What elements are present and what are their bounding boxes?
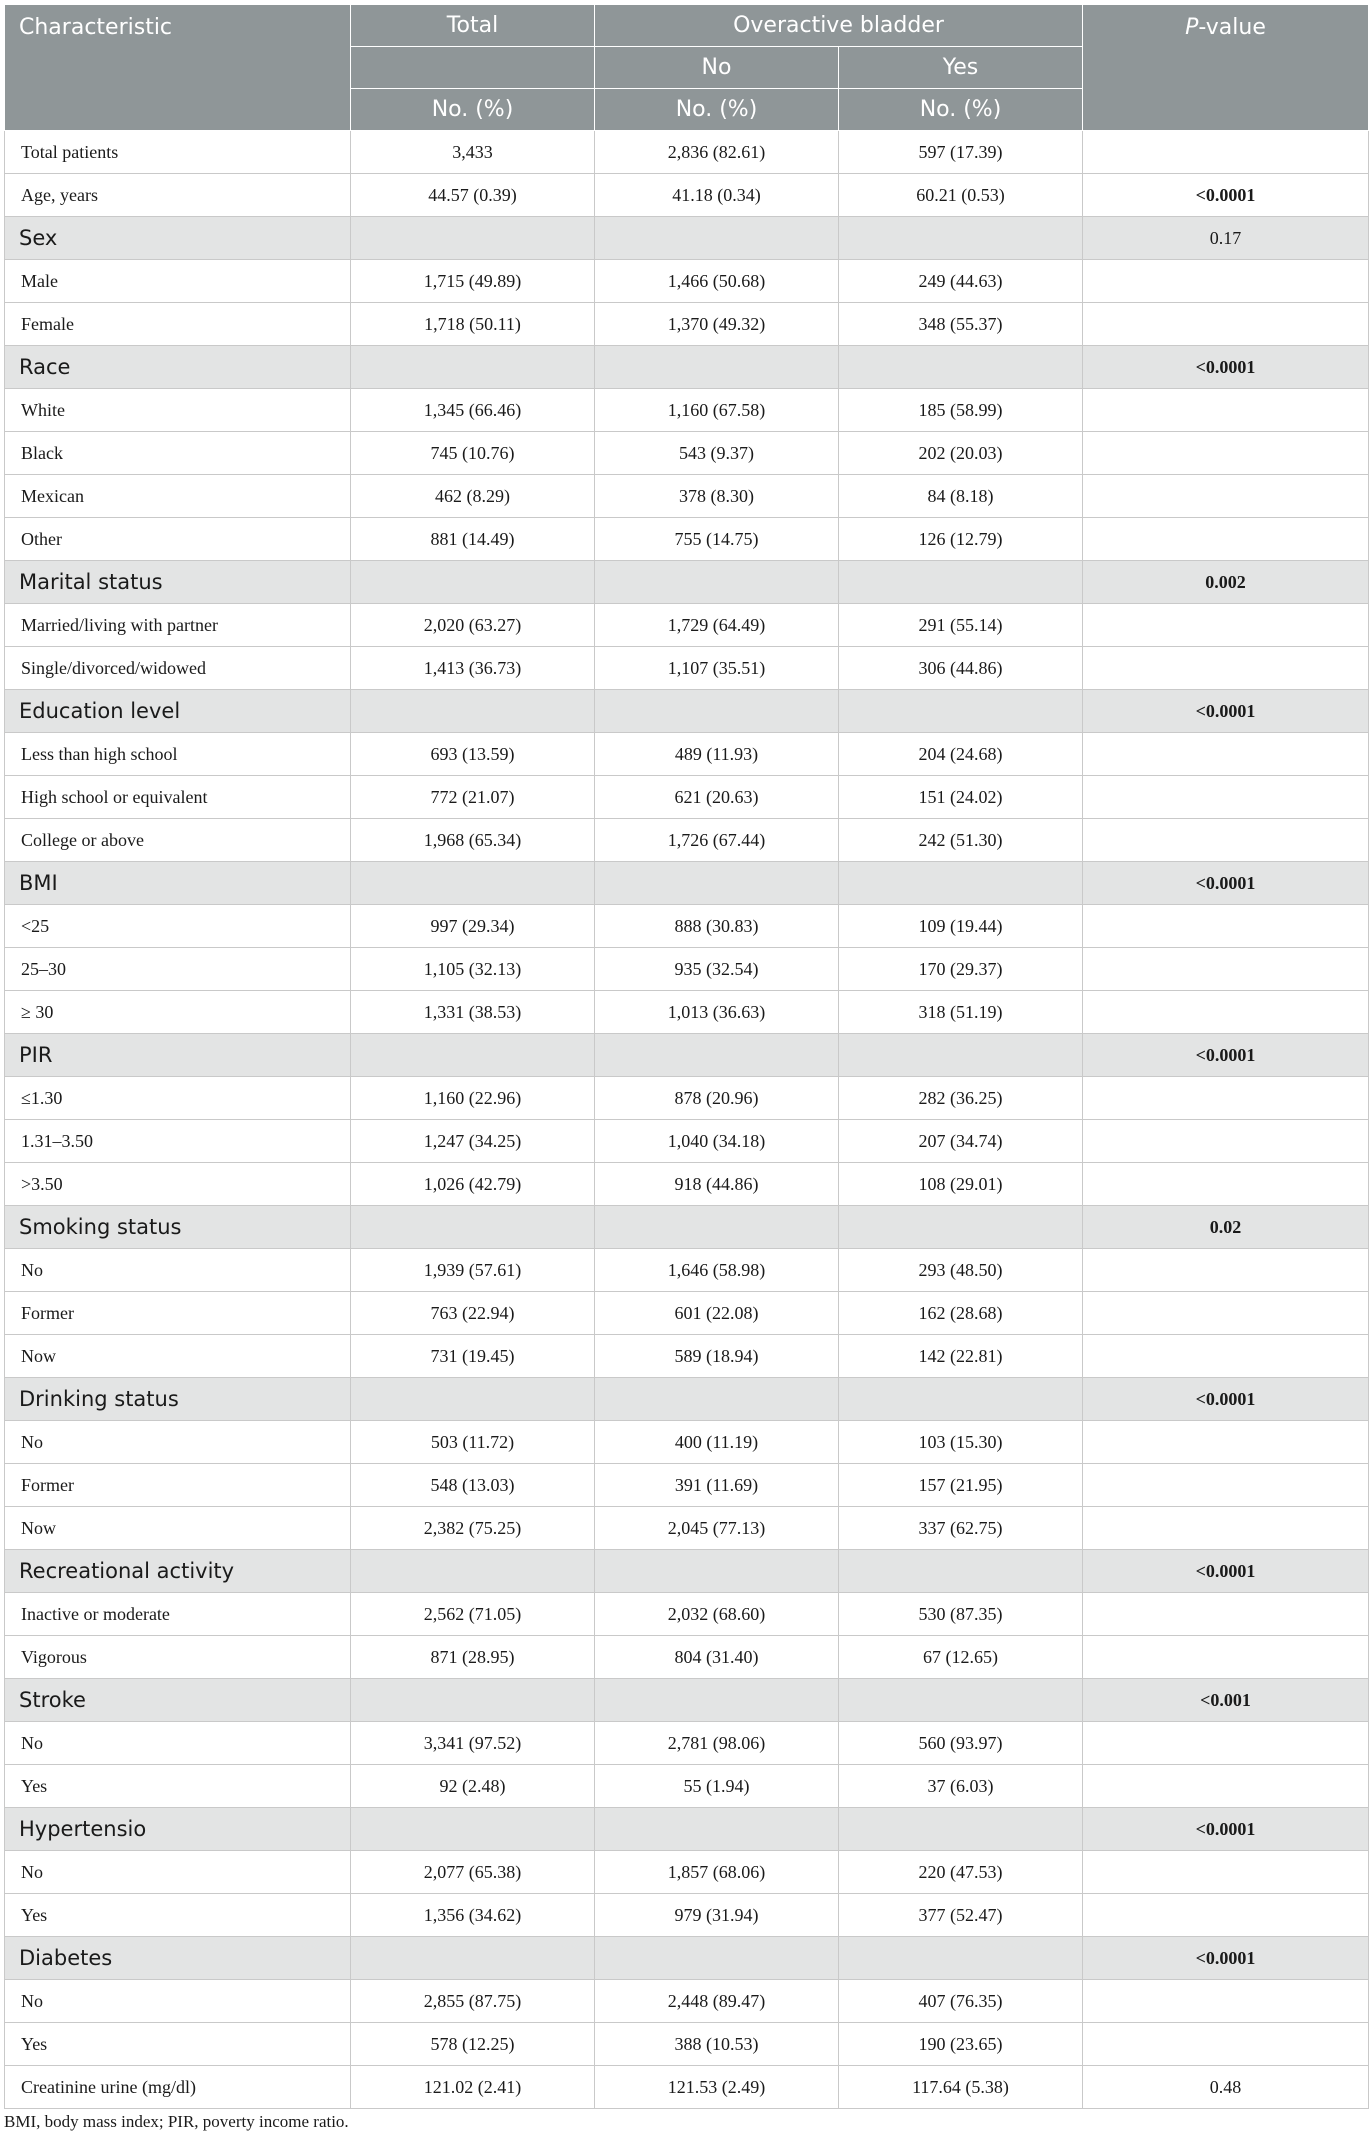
cell-p-value: <0.001 xyxy=(1083,1679,1369,1722)
cell-no: 2,836 (82.61) xyxy=(595,131,839,174)
cell-total: 44.57 (0.39) xyxy=(351,174,595,217)
cell-no: 1,646 (58.98) xyxy=(595,1249,839,1292)
cell-total: 3,341 (97.52) xyxy=(351,1722,595,1765)
cell-no: 2,448 (89.47) xyxy=(595,1980,839,2023)
cell-yes xyxy=(839,862,1083,905)
row-label: Mexican xyxy=(5,475,351,518)
header-overactive-bladder: Overactive bladder xyxy=(595,5,1083,47)
cell-p-value xyxy=(1083,131,1369,174)
cell-total: 462 (8.29) xyxy=(351,475,595,518)
cell-yes: 291 (55.14) xyxy=(839,604,1083,647)
cell-no: 1,466 (50.68) xyxy=(595,260,839,303)
cell-total: 1,968 (65.34) xyxy=(351,819,595,862)
cell-total: 1,718 (50.11) xyxy=(351,303,595,346)
cell-p-value xyxy=(1083,1120,1369,1163)
section-row xyxy=(5,346,1369,389)
cell-yes: 103 (15.30) xyxy=(839,1421,1083,1464)
cell-p-value xyxy=(1083,518,1369,561)
table-row xyxy=(5,604,1369,647)
cell-p-value: <0.0001 xyxy=(1083,690,1369,733)
cell-total xyxy=(351,1550,595,1593)
cell-yes: 170 (29.37) xyxy=(839,948,1083,991)
table-row xyxy=(5,432,1369,475)
cell-p-value: <0.0001 xyxy=(1083,174,1369,217)
table-row xyxy=(5,1851,1369,1894)
cell-p-value xyxy=(1083,1851,1369,1894)
cell-p-value xyxy=(1083,389,1369,432)
cell-no: 1,160 (67.58) xyxy=(595,389,839,432)
cell-yes: 204 (24.68) xyxy=(839,733,1083,776)
cell-no: 543 (9.37) xyxy=(595,432,839,475)
row-label: Total patients xyxy=(5,131,351,174)
cell-total: 1,413 (36.73) xyxy=(351,647,595,690)
table-row xyxy=(5,948,1369,991)
table-row xyxy=(5,1464,1369,1507)
cell-p-value: 0.02 xyxy=(1083,1206,1369,1249)
row-label: Drinking status xyxy=(5,1378,351,1421)
cell-yes: 151 (24.02) xyxy=(839,776,1083,819)
cell-p-value xyxy=(1083,1593,1369,1636)
table-row xyxy=(5,1636,1369,1679)
cell-no xyxy=(595,1034,839,1077)
row-label: No xyxy=(5,1851,351,1894)
cell-yes: 242 (51.30) xyxy=(839,819,1083,862)
cell-total xyxy=(351,217,595,260)
table-row xyxy=(5,1077,1369,1120)
row-label: Smoking status xyxy=(5,1206,351,1249)
cell-yes: 282 (36.25) xyxy=(839,1077,1083,1120)
cell-total xyxy=(351,1206,595,1249)
cell-yes: 306 (44.86) xyxy=(839,647,1083,690)
cell-p-value xyxy=(1083,819,1369,862)
cell-p-value: <0.0001 xyxy=(1083,1550,1369,1593)
cell-yes: 348 (55.37) xyxy=(839,303,1083,346)
cell-total: 1,345 (66.46) xyxy=(351,389,595,432)
row-label: No xyxy=(5,1421,351,1464)
cell-total xyxy=(351,1679,595,1722)
row-label: Married/living with partner xyxy=(5,604,351,647)
table-row xyxy=(5,991,1369,1034)
cell-no xyxy=(595,346,839,389)
row-label: College or above xyxy=(5,819,351,862)
cell-p-value xyxy=(1083,1765,1369,1808)
cell-total: 2,077 (65.38) xyxy=(351,1851,595,1894)
cell-no: 935 (32.54) xyxy=(595,948,839,991)
table-row xyxy=(5,260,1369,303)
table-row xyxy=(5,647,1369,690)
header-p-rest: -value xyxy=(1198,15,1266,40)
row-label: No xyxy=(5,1249,351,1292)
row-label: <25 xyxy=(5,905,351,948)
cell-yes xyxy=(839,561,1083,604)
cell-no: 1,729 (64.49) xyxy=(595,604,839,647)
cell-p-value xyxy=(1083,1249,1369,1292)
cell-p-value: 0.48 xyxy=(1083,2066,1369,2109)
cell-p-value xyxy=(1083,733,1369,776)
table-row xyxy=(5,776,1369,819)
cell-yes: 249 (44.63) xyxy=(839,260,1083,303)
section-row xyxy=(5,690,1369,733)
cell-no: 1,857 (68.06) xyxy=(595,1851,839,1894)
cell-p-value: 0.17 xyxy=(1083,217,1369,260)
row-label: 1.31–3.50 xyxy=(5,1120,351,1163)
cell-no xyxy=(595,862,839,905)
cell-no: 804 (31.40) xyxy=(595,1636,839,1679)
section-row xyxy=(5,1378,1369,1421)
cell-yes: 220 (47.53) xyxy=(839,1851,1083,1894)
cell-yes xyxy=(839,217,1083,260)
row-label: Yes xyxy=(5,2023,351,2066)
cell-total: 3,433 xyxy=(351,131,595,174)
table-row xyxy=(5,1120,1369,1163)
table-row xyxy=(5,1292,1369,1335)
table-body xyxy=(5,131,1369,2109)
header-p-value xyxy=(1083,5,1369,131)
cell-yes xyxy=(839,1808,1083,1851)
cell-total xyxy=(351,1808,595,1851)
characteristics-table xyxy=(4,4,1369,2109)
cell-p-value xyxy=(1083,905,1369,948)
cell-p-value xyxy=(1083,1077,1369,1120)
row-label: Yes xyxy=(5,1765,351,1808)
cell-p-value: <0.0001 xyxy=(1083,1034,1369,1077)
cell-total xyxy=(351,862,595,905)
cell-yes: 84 (8.18) xyxy=(839,475,1083,518)
cell-yes: 117.64 (5.38) xyxy=(839,2066,1083,2109)
cell-total: 2,382 (75.25) xyxy=(351,1507,595,1550)
cell-no: 589 (18.94) xyxy=(595,1335,839,1378)
table-row xyxy=(5,303,1369,346)
cell-total: 1,026 (42.79) xyxy=(351,1163,595,1206)
row-label: Marital status xyxy=(5,561,351,604)
cell-p-value xyxy=(1083,991,1369,1034)
cell-total: 731 (19.45) xyxy=(351,1335,595,1378)
cell-p-value xyxy=(1083,303,1369,346)
cell-no xyxy=(595,1206,839,1249)
row-label: PIR xyxy=(5,1034,351,1077)
cell-no: 2,781 (98.06) xyxy=(595,1722,839,1765)
cell-total: 1,715 (49.89) xyxy=(351,260,595,303)
cell-yes: 162 (28.68) xyxy=(839,1292,1083,1335)
table-row xyxy=(5,2023,1369,2066)
cell-total: 1,247 (34.25) xyxy=(351,1120,595,1163)
cell-total xyxy=(351,561,595,604)
cell-yes: 202 (20.03) xyxy=(839,432,1083,475)
row-label: Now xyxy=(5,1335,351,1378)
cell-total: 1,939 (57.61) xyxy=(351,1249,595,1292)
row-label: Sex xyxy=(5,217,351,260)
header-yes: Yes xyxy=(839,47,1083,89)
header-total: Total xyxy=(351,5,595,47)
cell-no: 1,107 (35.51) xyxy=(595,647,839,690)
table-row xyxy=(5,1335,1369,1378)
cell-p-value xyxy=(1083,1507,1369,1550)
header-unit-total: No. (%) xyxy=(351,89,595,131)
row-label: Single/divorced/widowed xyxy=(5,647,351,690)
header-characteristic: Characteristic xyxy=(5,5,351,131)
cell-p-value xyxy=(1083,1722,1369,1765)
cell-p-value xyxy=(1083,1421,1369,1464)
table-row xyxy=(5,1722,1369,1765)
row-label: BMI xyxy=(5,862,351,905)
row-label: Female xyxy=(5,303,351,346)
cell-p-value xyxy=(1083,604,1369,647)
cell-p-value xyxy=(1083,475,1369,518)
cell-no: 489 (11.93) xyxy=(595,733,839,776)
row-label: Yes xyxy=(5,1894,351,1937)
row-label: High school or equivalent xyxy=(5,776,351,819)
section-row xyxy=(5,217,1369,260)
section-row xyxy=(5,1808,1369,1851)
section-row xyxy=(5,1937,1369,1980)
row-label: Education level xyxy=(5,690,351,733)
section-row xyxy=(5,862,1369,905)
cell-total: 1,160 (22.96) xyxy=(351,1077,595,1120)
cell-total: 578 (12.25) xyxy=(351,2023,595,2066)
cell-total: 871 (28.95) xyxy=(351,1636,595,1679)
header-p-italic: P xyxy=(1185,15,1199,40)
cell-yes: 377 (52.47) xyxy=(839,1894,1083,1937)
row-label: Black xyxy=(5,432,351,475)
cell-p-value xyxy=(1083,1163,1369,1206)
cell-yes: 190 (23.65) xyxy=(839,2023,1083,2066)
row-label: Age, years xyxy=(5,174,351,217)
row-label: Inactive or moderate xyxy=(5,1593,351,1636)
table-row xyxy=(5,1980,1369,2023)
cell-p-value: <0.0001 xyxy=(1083,1937,1369,1980)
cell-yes: 109 (19.44) xyxy=(839,905,1083,948)
cell-no: 55 (1.94) xyxy=(595,1765,839,1808)
table-header xyxy=(5,5,1369,131)
row-label: ≥ 30 xyxy=(5,991,351,1034)
cell-no xyxy=(595,1378,839,1421)
table-row xyxy=(5,389,1369,432)
header-unit-no: No. (%) xyxy=(595,89,839,131)
cell-p-value: 0.002 xyxy=(1083,561,1369,604)
table-footnote: BMI, body mass index; PIR, poverty income ratio. xyxy=(4,2112,349,2131)
cell-total: 121.02 (2.41) xyxy=(351,2066,595,2109)
cell-p-value xyxy=(1083,1464,1369,1507)
cell-total: 1,105 (32.13) xyxy=(351,948,595,991)
cell-yes: 157 (21.95) xyxy=(839,1464,1083,1507)
table-row xyxy=(5,905,1369,948)
row-label: Male xyxy=(5,260,351,303)
table-row xyxy=(5,174,1369,217)
cell-no xyxy=(595,1937,839,1980)
table-row xyxy=(5,2066,1369,2109)
cell-no: 121.53 (2.49) xyxy=(595,2066,839,2109)
cell-p-value xyxy=(1083,776,1369,819)
cell-p-value xyxy=(1083,1980,1369,2023)
table-row xyxy=(5,1593,1369,1636)
row-label: Stroke xyxy=(5,1679,351,1722)
cell-yes: 337 (62.75) xyxy=(839,1507,1083,1550)
cell-yes: 185 (58.99) xyxy=(839,389,1083,432)
row-label: >3.50 xyxy=(5,1163,351,1206)
table-row xyxy=(5,1163,1369,1206)
table-row xyxy=(5,475,1369,518)
cell-p-value xyxy=(1083,432,1369,475)
cell-p-value xyxy=(1083,647,1369,690)
cell-total: 503 (11.72) xyxy=(351,1421,595,1464)
row-label: No xyxy=(5,1980,351,2023)
cell-no: 2,045 (77.13) xyxy=(595,1507,839,1550)
cell-total xyxy=(351,690,595,733)
cell-yes xyxy=(839,346,1083,389)
cell-yes: 207 (34.74) xyxy=(839,1120,1083,1163)
cell-yes: 67 (12.65) xyxy=(839,1636,1083,1679)
row-label: Race xyxy=(5,346,351,389)
cell-p-value: <0.0001 xyxy=(1083,1378,1369,1421)
cell-total xyxy=(351,1378,595,1421)
table-container xyxy=(4,4,1368,2109)
cell-p-value xyxy=(1083,1335,1369,1378)
table-row xyxy=(5,733,1369,776)
table-row xyxy=(5,518,1369,561)
cell-no xyxy=(595,217,839,260)
cell-yes xyxy=(839,1679,1083,1722)
section-row xyxy=(5,1550,1369,1593)
cell-total: 772 (21.07) xyxy=(351,776,595,819)
cell-yes: 60.21 (0.53) xyxy=(839,174,1083,217)
row-label: Recreational activity xyxy=(5,1550,351,1593)
row-label: Other xyxy=(5,518,351,561)
table-row xyxy=(5,1421,1369,1464)
cell-yes xyxy=(839,1034,1083,1077)
cell-p-value: <0.0001 xyxy=(1083,346,1369,389)
cell-no: 1,040 (34.18) xyxy=(595,1120,839,1163)
cell-total: 881 (14.49) xyxy=(351,518,595,561)
cell-yes: 142 (22.81) xyxy=(839,1335,1083,1378)
row-label: ≤1.30 xyxy=(5,1077,351,1120)
cell-no: 888 (30.83) xyxy=(595,905,839,948)
cell-yes: 560 (93.97) xyxy=(839,1722,1083,1765)
section-row xyxy=(5,1034,1369,1077)
cell-yes xyxy=(839,1378,1083,1421)
row-label: Hypertensio xyxy=(5,1808,351,1851)
header-total-blank xyxy=(351,47,595,89)
cell-yes: 293 (48.50) xyxy=(839,1249,1083,1292)
row-label: Former xyxy=(5,1464,351,1507)
cell-no: 918 (44.86) xyxy=(595,1163,839,1206)
cell-total: 2,855 (87.75) xyxy=(351,1980,595,2023)
cell-total: 92 (2.48) xyxy=(351,1765,595,1808)
cell-p-value: <0.0001 xyxy=(1083,1808,1369,1851)
cell-no: 391 (11.69) xyxy=(595,1464,839,1507)
table-row xyxy=(5,1765,1369,1808)
cell-total xyxy=(351,1937,595,1980)
cell-yes: 126 (12.79) xyxy=(839,518,1083,561)
section-row xyxy=(5,1679,1369,1722)
table-row xyxy=(5,819,1369,862)
cell-no xyxy=(595,1679,839,1722)
cell-no: 1,726 (67.44) xyxy=(595,819,839,862)
row-label: No xyxy=(5,1722,351,1765)
cell-yes: 37 (6.03) xyxy=(839,1765,1083,1808)
header-no: No xyxy=(595,47,839,89)
cell-total: 1,331 (38.53) xyxy=(351,991,595,1034)
row-label: 25–30 xyxy=(5,948,351,991)
cell-total: 548 (13.03) xyxy=(351,1464,595,1507)
cell-total: 693 (13.59) xyxy=(351,733,595,776)
cell-no: 601 (22.08) xyxy=(595,1292,839,1335)
header-unit-yes: No. (%) xyxy=(839,89,1083,131)
cell-p-value: <0.0001 xyxy=(1083,862,1369,905)
cell-yes xyxy=(839,1550,1083,1593)
cell-no xyxy=(595,561,839,604)
cell-no: 979 (31.94) xyxy=(595,1894,839,1937)
row-label: Less than high school xyxy=(5,733,351,776)
cell-yes xyxy=(839,1206,1083,1249)
table-row xyxy=(5,1249,1369,1292)
cell-no: 755 (14.75) xyxy=(595,518,839,561)
cell-no xyxy=(595,690,839,733)
cell-no: 1,013 (36.63) xyxy=(595,991,839,1034)
cell-total: 997 (29.34) xyxy=(351,905,595,948)
table-row xyxy=(5,131,1369,174)
cell-no: 2,032 (68.60) xyxy=(595,1593,839,1636)
row-label: Now xyxy=(5,1507,351,1550)
table-row xyxy=(5,1507,1369,1550)
cell-total: 745 (10.76) xyxy=(351,432,595,475)
cell-yes xyxy=(839,690,1083,733)
cell-no: 621 (20.63) xyxy=(595,776,839,819)
cell-total: 2,020 (63.27) xyxy=(351,604,595,647)
cell-p-value xyxy=(1083,260,1369,303)
cell-yes: 597 (17.39) xyxy=(839,131,1083,174)
table-row xyxy=(5,1894,1369,1937)
cell-p-value xyxy=(1083,1292,1369,1335)
cell-no: 378 (8.30) xyxy=(595,475,839,518)
cell-total: 1,356 (34.62) xyxy=(351,1894,595,1937)
row-label: Former xyxy=(5,1292,351,1335)
cell-yes: 407 (76.35) xyxy=(839,1980,1083,2023)
section-row xyxy=(5,1206,1369,1249)
section-row xyxy=(5,561,1369,604)
row-label: Vigorous xyxy=(5,1636,351,1679)
row-label: White xyxy=(5,389,351,432)
cell-no: 388 (10.53) xyxy=(595,2023,839,2066)
cell-no: 1,370 (49.32) xyxy=(595,303,839,346)
cell-yes: 530 (87.35) xyxy=(839,1593,1083,1636)
cell-p-value xyxy=(1083,1636,1369,1679)
row-label: Diabetes xyxy=(5,1937,351,1980)
cell-total: 763 (22.94) xyxy=(351,1292,595,1335)
cell-total xyxy=(351,346,595,389)
cell-p-value xyxy=(1083,948,1369,991)
cell-yes xyxy=(839,1937,1083,1980)
cell-yes: 108 (29.01) xyxy=(839,1163,1083,1206)
cell-no: 878 (20.96) xyxy=(595,1077,839,1120)
cell-no xyxy=(595,1808,839,1851)
cell-p-value xyxy=(1083,2023,1369,2066)
cell-total: 2,562 (71.05) xyxy=(351,1593,595,1636)
cell-p-value xyxy=(1083,1894,1369,1937)
row-label: Creatinine urine (mg/dl) xyxy=(5,2066,351,2109)
cell-no xyxy=(595,1550,839,1593)
cell-no: 41.18 (0.34) xyxy=(595,174,839,217)
cell-no: 400 (11.19) xyxy=(595,1421,839,1464)
cell-yes: 318 (51.19) xyxy=(839,991,1083,1034)
cell-total xyxy=(351,1034,595,1077)
